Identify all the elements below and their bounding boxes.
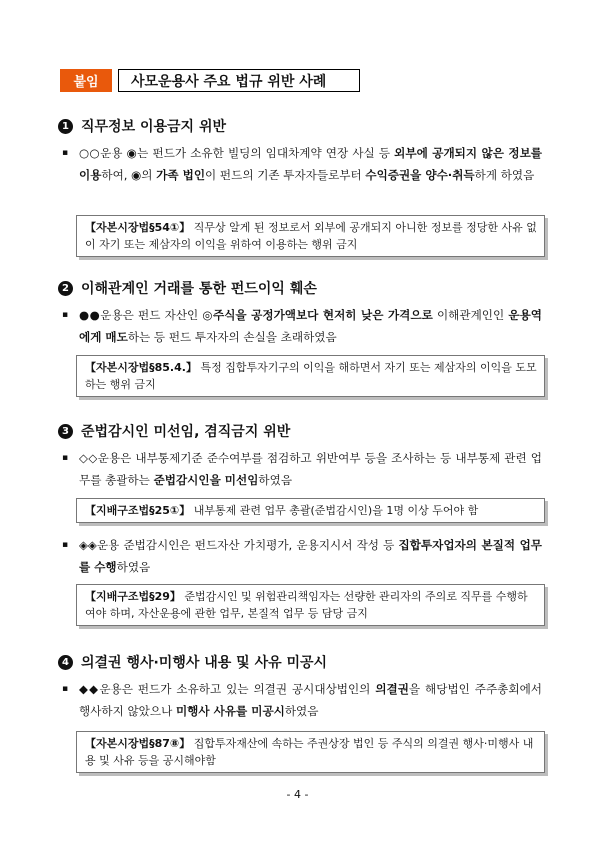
bullet-item <box>62 304 542 348</box>
section-number-2: 2 <box>58 281 73 296</box>
bullet-text: ◇◇운용은 내부통제기준 준수여부를 점검하고 위반여부 등을 조사하는 등 내부통제 관련 업무를 총괄하는 준법감시인을 미선임하였음 <box>79 451 542 487</box>
law-reference: 【지배구조법§25①】 <box>85 504 191 517</box>
section-1-heading <box>58 116 226 136</box>
bullet-marker: ▪ <box>62 310 69 320</box>
law-note <box>76 584 545 626</box>
section-title: 준법감시인 미선임, 겸직금지 위반 <box>81 424 291 440</box>
bullet-item <box>62 534 542 578</box>
bullet-item <box>62 678 542 722</box>
section-3-heading <box>58 421 290 441</box>
law-reference: 【자본시장법§87⑧】 <box>85 737 191 750</box>
annex-tag: 붙임 <box>60 69 112 92</box>
bullet-marker: ▪ <box>62 540 69 550</box>
bullet-item <box>62 447 542 491</box>
bullet-text: ●●운용은 펀드 자산인 ◎주식을 공정가액보다 현저히 낮은 가격으로 이해관계인인 운용역에게 매도하는 등 펀드 투자자의 손실을 초래하였음 <box>79 308 542 344</box>
law-note <box>76 731 545 773</box>
bullet-marker: ▪ <box>62 148 69 158</box>
law-note <box>76 498 545 523</box>
section-2-heading <box>58 278 317 298</box>
section-number-3: 3 <box>58 424 73 439</box>
law-reference: 【지배구조법§29】 <box>85 590 181 603</box>
annex-header <box>60 69 360 92</box>
bullet-text: ◈◈운용 준법감시인은 펀드자산 가치평가, 운용지시서 작성 등 집합투자업자의 본질적 업무를 수행하였음 <box>79 538 542 574</box>
page-number: - 4 - <box>286 788 309 801</box>
section-4-heading <box>58 652 327 672</box>
law-reference: 【자본시장법§54①】 <box>85 221 191 234</box>
law-note <box>76 215 545 257</box>
bullet-text: ○○운용 ◉는 펀드가 소유한 빌딩의 임대차계약 연장 사실 등 외부에 공개되지 않은 정보를 이용하여, ◉의 가족 법인이 펀드의 기존 투자자들로부터 수익증권을 양수·취득하게 하였음 <box>79 146 542 182</box>
section-title: 의결권 행사·미행사 내용 및 사유 미공시 <box>81 655 328 671</box>
section-title: 이해관계인 거래를 통한 펀드이익 훼손 <box>81 281 317 297</box>
section-title: 직무정보 이용금지 위반 <box>81 119 226 135</box>
law-text: 준법감시인 및 위험관리책임자는 선량한 관리자의 주의로 직무를 수행하여야 하며, 자산운용에 관한 업무, 본질적 업무 등 담당 금지 <box>85 590 528 620</box>
section-number-4: 4 <box>58 655 73 670</box>
law-reference: 【자본시장법§85.4.】 <box>85 361 197 374</box>
law-text: 내부통제 관련 업무 총괄(준법감시인)을 1명 이상 두어야 함 <box>190 504 479 517</box>
page-title: 사모운용사 주요 법규 위반 사례 <box>118 69 360 92</box>
bullet-item <box>62 142 542 186</box>
section-number-1: 1 <box>58 119 73 134</box>
law-note <box>76 355 545 397</box>
law-text: 집합투자재산에 속하는 주권상장 법인 등 주식의 의결권 행사·미행사 내용 및 사유 등을 공시해야함 <box>85 737 534 767</box>
law-text: 직무상 알게 된 정보로서 외부에 공개되지 아니한 정보를 정당한 사유 없이 자기 또는 제삼자의 이익을 위하여 이용하는 행위 금지 <box>85 221 537 251</box>
bullet-marker: ▪ <box>62 684 69 694</box>
bullet-text: ◆◆운용은 펀드가 소유하고 있는 의결권 공시대상법인의 의결권을 해당법인 주주총회에서 행사하지 않았으나 미행사 사유를 미공시하였음 <box>79 682 542 718</box>
bullet-marker: ▪ <box>62 453 69 463</box>
law-text: 특정 집합투자기구의 이익을 해하면서 자기 또는 제삼자의 이익을 도모하는 행위 금지 <box>85 361 537 391</box>
